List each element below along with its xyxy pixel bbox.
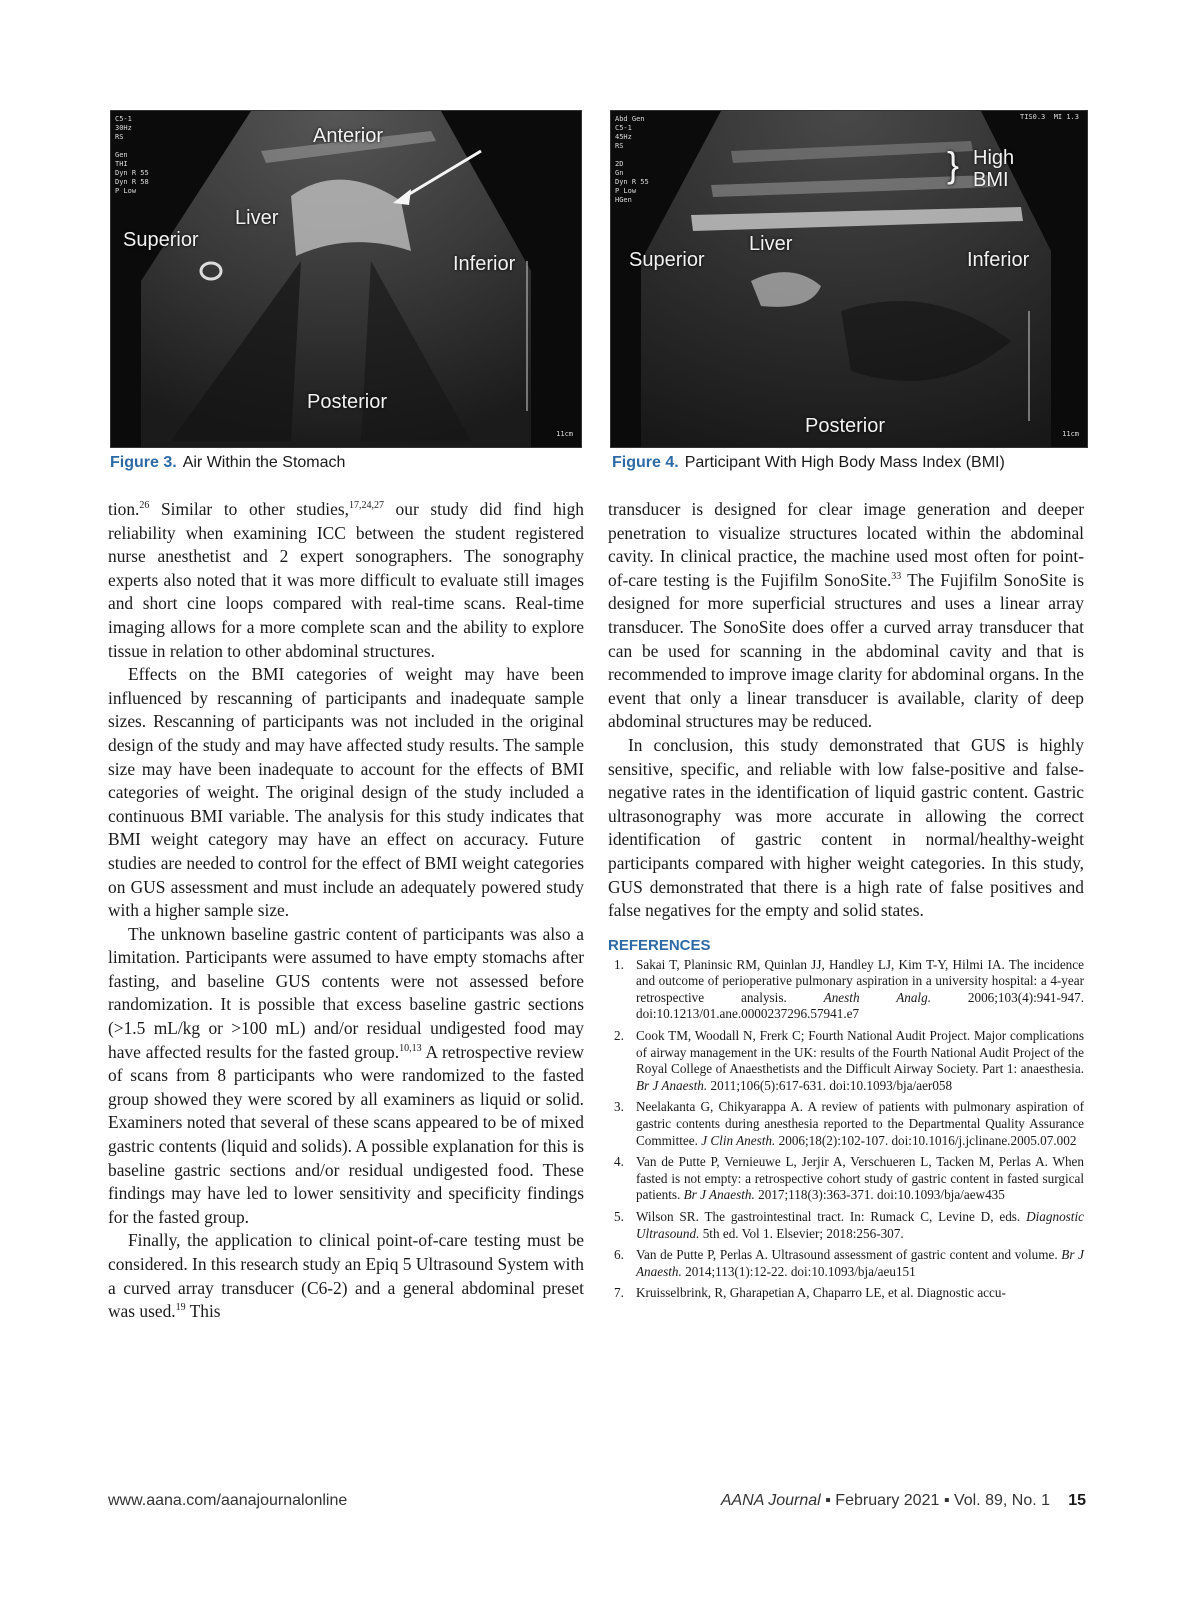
page-number: 15 xyxy=(1068,1492,1086,1509)
text-run: 5th ed. Vol 1. Elsevier; 2018:256-307. xyxy=(699,1225,904,1241)
reference-item xyxy=(608,1247,1084,1280)
body-paragraph xyxy=(608,734,1084,923)
text-run: Kruisselbrink, R, Gharapetian A, Chaparro LE, et al. Diagnostic accu- xyxy=(636,1285,1006,1301)
right-column xyxy=(608,498,1084,1307)
journal-title: Anesth Analg. xyxy=(823,989,931,1005)
label-anterior: Anterior xyxy=(313,125,384,147)
text-run: A retrospective review of scans from 8 participants who were randomized to the fasted group showed they were scored by all examiners as liquid or solid. Examiners noted that several of these scans appeared to be of mixed gastric contents (liquid and solids). A possible explanation for this is baseline gastric sections and/or residual undigested food. These findings may have led to lower sensitivity and specificity findings for the fasted group. xyxy=(108,1041,584,1227)
figure-4-caption xyxy=(612,454,1005,472)
reference-text xyxy=(636,1154,1084,1204)
text-run: 2014;113(1):12-22. doi:10.1093/bja/aeu151 xyxy=(681,1263,916,1279)
journal-title: Br J Anaesth. xyxy=(636,1247,1084,1279)
footer-volume: Vol. 89, No. 1 xyxy=(953,1492,1050,1509)
reference-item xyxy=(608,1285,1084,1302)
citation-superscript: 19 xyxy=(175,1302,186,1314)
label-superior: Superior xyxy=(123,229,199,251)
figure-4-caption-text: Participant With High Body Mass Index (BMI) xyxy=(684,454,1005,471)
text-run: The unknown baseline gastric content of participants was also a limitation. Participants were assumed to have empty stomachs after fasting, and baseline GUS contents were not assessed before randomization. It is possible that excess baseline gastric sections (>1.5 mL/kg or >100 mL) and/or residual undigested food may have affected results for the fasted group. xyxy=(108,923,584,1062)
text-run: Similar to other studies, xyxy=(149,499,349,519)
body-paragraph xyxy=(108,1229,584,1323)
reference-item xyxy=(608,1154,1084,1204)
brace-icon: } xyxy=(947,144,960,185)
scan-settings-readout: C5-1 30Hz RS Gen THI Dyn R 55 Dyn R 58 P Low xyxy=(115,115,149,195)
text-run: 2011;106(5):617-631. doi:10.1093/bja/aer058 xyxy=(707,1077,953,1093)
text-run: transducer is designed for clear image generation and deeper penetration to visualize structures located within the abdominal cavity. In clinical practice, the machine used most often for point-of-care testing is the Fujifilm SonoSite. xyxy=(608,499,1084,590)
reference-text xyxy=(636,1028,1084,1094)
body-paragraph xyxy=(108,663,584,923)
reference-number: 3. xyxy=(614,1099,624,1115)
reference-text xyxy=(636,957,1084,1023)
scan-depth-readout: 11cm xyxy=(1062,430,1079,438)
journal-title: Diagnostic Ultrasound. xyxy=(636,1209,1084,1241)
text-run: The Fujifilm SonoSite is designed for more superficial structures and uses a linear array transducer. The SonoSite does offer a curved array transducer that can be used for scanning in the abdominal cavity and that is recommended to improve image clarity for abdominal organs. In the event that only a linear transducer is available, clarity of deep abdominal structures may be reduced. xyxy=(608,569,1084,732)
figure-4-number: Figure 4. xyxy=(612,454,679,471)
label-liver: Liver xyxy=(235,207,279,229)
figure-3-number: Figure 3. xyxy=(110,454,177,471)
text-run: This xyxy=(185,1301,221,1322)
references-heading: REFERENCES xyxy=(608,936,711,954)
references-list xyxy=(608,957,1084,1302)
reference-number: 4. xyxy=(614,1154,624,1170)
label-superior: Superior xyxy=(629,249,705,271)
text-run: Cook TM, Woodall N, Frerk C; Fourth National Audit Project. Major complications of airway management in the UK: results of the Fourth National Audit Project of the Royal College of Anaesthetists and the Difficult Airway Society. Part 1: anaesthesia. xyxy=(636,1028,1084,1077)
text-run: Van de Putte P, Perlas A. Ultrasound assessment of gastric content and volume. xyxy=(636,1247,1062,1263)
label-posterior: Posterior xyxy=(307,391,388,413)
text-run: 2006;18(2):102-107. doi:10.1016/j.jclinane.2005.07.002 xyxy=(775,1132,1077,1148)
journal-title: J Clin Anesth. xyxy=(701,1132,776,1148)
reference-number: 6. xyxy=(614,1247,624,1263)
figure-3-caption xyxy=(110,454,345,472)
text-run: tion. xyxy=(108,499,140,519)
body-paragraph xyxy=(108,498,584,663)
label-inferior: Inferior xyxy=(453,253,516,275)
footer-separator: ▪ xyxy=(943,1492,950,1509)
reference-item xyxy=(608,1028,1084,1094)
reference-number: 5. xyxy=(614,1209,624,1224)
label-posterior: Posterior xyxy=(805,415,886,437)
label-liver: Liver xyxy=(749,233,793,255)
text-run: Wilson SR. The gastrointestinal tract. In: Rumack C, Levine D, eds. xyxy=(636,1209,1027,1224)
scan-index-readout: TIS0.3 MI 1.3 xyxy=(1019,113,1079,121)
footer-website: www.aana.com/aanajournalonline xyxy=(108,1492,348,1509)
footer-journal: AANA Journal xyxy=(720,1492,821,1509)
journal-title: Br J Anaesth. xyxy=(683,1187,755,1203)
citation-superscript: 26 xyxy=(139,500,150,511)
footer-journal-info xyxy=(721,1492,1050,1510)
reference-number: 7. xyxy=(614,1285,624,1301)
footer-issue: February 2021 xyxy=(835,1492,940,1509)
body-paragraph xyxy=(108,923,584,1230)
reference-text xyxy=(636,1099,1084,1149)
footer-separator: ▪ xyxy=(825,1492,831,1509)
text-run: In conclusion, this study demonstrated that GUS is highly sensitive, specific, and reliable with low false-positive and false-negative rates in the identification of liquid gastric content. Gastric ultrasonography was more accurate in allowing the correct identification of gastric content in normal/healthy-weight participants compared with higher weight categories. In this study, GUS demonstrated that there is a high rate of false positives and false negatives for the empty and solid states. xyxy=(608,734,1084,921)
ultrasound-scan-high-bmi xyxy=(611,111,1087,447)
reference-text xyxy=(636,1209,1084,1242)
figure-4-image xyxy=(610,110,1088,448)
text-run: 2017;118(3):363-371. doi:10.1093/bja/aew435 xyxy=(754,1187,1005,1203)
citation-superscript: 33 xyxy=(891,570,902,582)
text-run: 2006;103(4):941-947. doi:10.1213/01.ane.0000237296.57941.e7 xyxy=(636,989,1084,1022)
reference-number: 1. xyxy=(614,956,624,972)
citation-superscript: 17,24,27 xyxy=(348,500,384,511)
text-run: our study did find high reliability when examining ICC between the student registered nurse anesthetist and 2 expert sonographers. The sonography experts also noted that it was more difficult to evaluate still images and short cine loops compared with real-time scans. Real-time imaging allows for a more complete scan and the ability to explore tissue in relation to other abdominal structures. xyxy=(108,499,584,661)
text-run: Sakai T, Planinsic RM, Quinlan JJ, Handley LJ, Kim T-Y, Hilmi IA. The incidence and outcome of perioperative pulmonary aspiration in a university hospital: a 4-year retrospective analysis. xyxy=(636,956,1084,1005)
right-column-body xyxy=(608,498,1084,923)
figure-3-image xyxy=(110,110,582,448)
scan-depth-readout: 11cm xyxy=(556,430,573,438)
reference-text xyxy=(636,1285,1084,1302)
citation-superscript: 10,13 xyxy=(399,1042,422,1054)
text-run: Neelakanta G, Chikyarappa A. A review of patients with pulmonary aspiration of gastric contents during anesthesia reported to the Departmental Quality Assurance Committee. xyxy=(636,1099,1084,1148)
journal-title: Br J Anaesth. xyxy=(636,1077,708,1093)
text-run: Effects on the BMI categories of weight may have been influenced by rescanning of participants and inadequate sample sizes. Rescanning of participants was not included in the original design of the study and may have affected study results. The sample size may have been inadequate to account for the effects of BMI categories of weight. The original design of the study included a continuous BMI variable. The analysis for this study indicates that BMI weight category may have an effect on accuracy. Future studies are needed to control for the effect of BMI weight categories on GUS assessment and must include an adequately powered study with a higher sample size. xyxy=(108,664,584,921)
reference-item xyxy=(608,1209,1084,1242)
reference-text xyxy=(636,1247,1084,1280)
text-run: Finally, the application to clinical point-of-care testing must be considered. In this research study an Epiq 5 Ultrasound System with a curved array transducer (C6-2) and a general abdominal preset was used. xyxy=(108,1230,584,1322)
reference-number: 2. xyxy=(614,1028,624,1044)
reference-item xyxy=(608,1099,1084,1149)
text-run: Van de Putte P, Vernieuwe L, Jerjir A, Verschueren L, Tacken M, Perlas A. When fasted is not empty: a retrospective cohort study of gastric content in fasted surgical patients. xyxy=(636,1154,1084,1203)
scan-settings-readout: Abd Gen C5-1 45Hz RS 2D Gn Dyn R 55 P Low HGen xyxy=(615,115,649,204)
label-high-bmi: High BMI xyxy=(973,147,1015,191)
body-paragraph xyxy=(608,498,1084,734)
label-inferior: Inferior xyxy=(967,249,1030,271)
figure-3-caption-text: Air Within the Stomach xyxy=(182,454,346,471)
left-column xyxy=(108,498,584,1324)
reference-item xyxy=(608,957,1084,1023)
